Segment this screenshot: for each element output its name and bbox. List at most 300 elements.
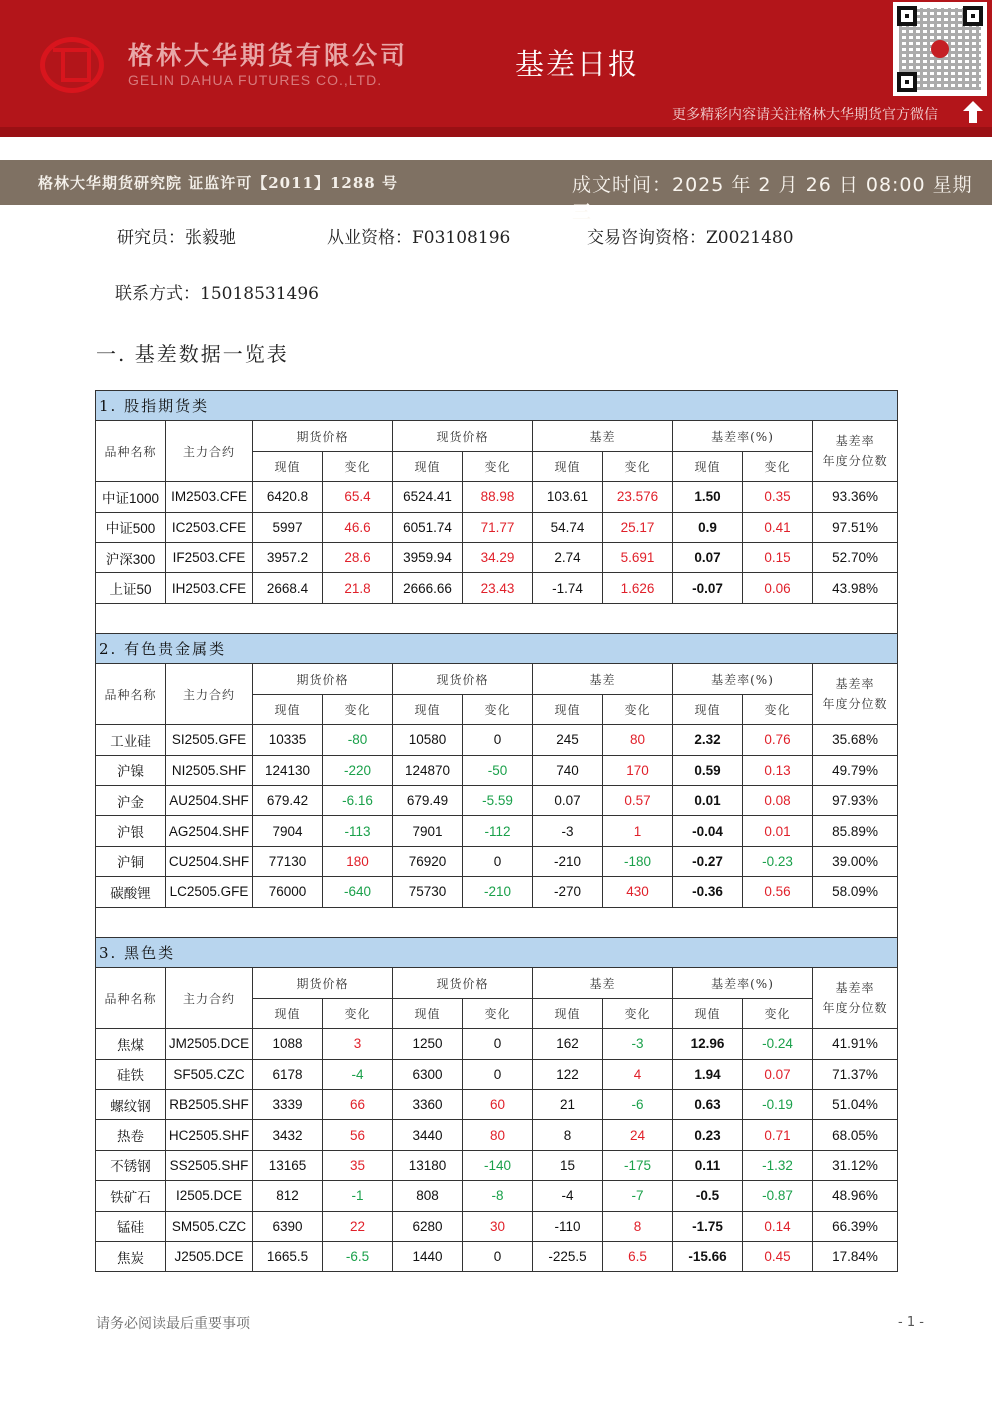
futures-price: 6178: [253, 1059, 323, 1089]
header-change: 变化: [603, 451, 673, 481]
table-row: [96, 512, 898, 542]
variety-name: 锰硅: [96, 1211, 166, 1241]
header-current: 现值: [673, 998, 743, 1028]
futures-change: -6.5: [323, 1241, 393, 1271]
practice-qualification: 从业资格：F03108196: [327, 228, 511, 248]
spot-change: 88.98: [463, 482, 533, 512]
futures-change: 28.6: [323, 542, 393, 572]
company-name-cn: 格林大华期货有限公司: [128, 41, 409, 70]
header-basis-rate: 基差率(%): [673, 968, 813, 998]
futures-change: 66: [323, 1089, 393, 1119]
table-header-row: [96, 664, 898, 694]
basis-rate: -0.36: [673, 877, 743, 907]
futures-price: 13165: [253, 1150, 323, 1180]
futures-change: 65.4: [323, 482, 393, 512]
futures-change: 3: [323, 1029, 393, 1059]
basis-value: 245: [533, 725, 603, 755]
spot-price: 6280: [393, 1211, 463, 1241]
basis-value: -4: [533, 1181, 603, 1211]
spot-price: 808: [393, 1181, 463, 1211]
header-contract: 主力合约: [166, 421, 253, 482]
basis-value: 103.61: [533, 482, 603, 512]
variety-name: 碳酸锂: [96, 877, 166, 907]
basis-value: 21: [533, 1089, 603, 1119]
header-pct-line2: 年度分位数: [822, 454, 888, 469]
header-spot-price: 现货价格: [393, 421, 533, 451]
header-futures-price: 期货价格: [253, 421, 393, 451]
basis-rate: -15.66: [673, 1241, 743, 1271]
basis-value: 740: [533, 755, 603, 785]
spot-change: 23.43: [463, 573, 533, 603]
spot-price: 6300: [393, 1059, 463, 1089]
contract-code: RB2505.SHF: [166, 1089, 253, 1119]
spot-change: 34.29: [463, 542, 533, 572]
header-variety: 品种名称: [96, 664, 166, 725]
basis-change: 24: [603, 1120, 673, 1150]
footer-notice: 请务必阅读最后重要事项: [96, 1316, 250, 1332]
table-header-row: [96, 968, 898, 998]
table-row: [96, 755, 898, 785]
header-contract: 主力合约: [166, 968, 253, 1029]
futures-price: 6390: [253, 1211, 323, 1241]
contact-info: 联系方式：15018531496: [115, 284, 319, 304]
futures-price: 10335: [253, 725, 323, 755]
basis-rate: -0.5: [673, 1181, 743, 1211]
variety-name: 中证1000: [96, 482, 166, 512]
table-row: [96, 1181, 898, 1211]
variety-name: 中证500: [96, 512, 166, 542]
table-row: [96, 1089, 898, 1119]
contract-code: LC2505.GFE: [166, 877, 253, 907]
basis-rate-percentile: 48.96%: [813, 1181, 898, 1211]
futures-price: 2668.4: [253, 573, 323, 603]
variety-name: 工业硅: [96, 725, 166, 755]
basis-rate: 1.50: [673, 482, 743, 512]
basis-value: 15: [533, 1150, 603, 1180]
basis-change: 4: [603, 1059, 673, 1089]
futures-price: 7904: [253, 816, 323, 846]
basis-change: -7: [603, 1181, 673, 1211]
consult-qualification: 交易咨询资格：Z0021480: [587, 228, 794, 248]
basis-rate-percentile: 97.51%: [813, 512, 898, 542]
category-row: [96, 634, 898, 664]
table-header-row: [96, 421, 898, 451]
header-pct-line1: 基差率: [835, 677, 875, 692]
basis-value: -225.5: [533, 1241, 603, 1271]
spot-change: -112: [463, 816, 533, 846]
header-change: 变化: [463, 998, 533, 1028]
follow-wechat-text: 更多精彩内容请关注格林大华期货官方微信: [672, 107, 938, 123]
header-shadow: [0, 127, 992, 137]
basis-rate-change: 0.01: [743, 816, 813, 846]
basis-rate: 12.96: [673, 1029, 743, 1059]
header-change: 变化: [743, 998, 813, 1028]
futures-change: -4: [323, 1059, 393, 1089]
header-current: 现值: [253, 451, 323, 481]
contract-code: SF505.CZC: [166, 1059, 253, 1089]
table-row: [96, 785, 898, 815]
basis-table-ferrous: [95, 937, 898, 1272]
basis-rate: 0.23: [673, 1120, 743, 1150]
contract-code: IF2503.CFE: [166, 542, 253, 572]
table-row: [96, 1150, 898, 1180]
futures-price: 812: [253, 1181, 323, 1211]
spacer-row: [96, 907, 898, 937]
variety-name: 铁矿石: [96, 1181, 166, 1211]
futures-change: -220: [323, 755, 393, 785]
table-row: [96, 573, 898, 603]
contract-code: I2505.DCE: [166, 1181, 253, 1211]
header-basis-rate-percentile: [813, 421, 898, 482]
header-current: 现值: [393, 451, 463, 481]
up-arrow-icon: [962, 100, 984, 124]
spot-change: 0: [463, 1059, 533, 1089]
spot-price: 75730: [393, 877, 463, 907]
header-current: 现值: [393, 694, 463, 724]
futures-change: -113: [323, 816, 393, 846]
basis-table-index-futures: [95, 390, 898, 634]
spot-price: 10580: [393, 725, 463, 755]
contract-code: CU2504.SHF: [166, 846, 253, 876]
basis-rate: -0.04: [673, 816, 743, 846]
futures-price: 124130: [253, 755, 323, 785]
table-row: [96, 877, 898, 907]
spot-price: 124870: [393, 755, 463, 785]
futures-price: 3432: [253, 1120, 323, 1150]
basis-rate: 0.9: [673, 512, 743, 542]
basis-rate: 0.07: [673, 542, 743, 572]
basis-value: -210: [533, 846, 603, 876]
basis-value: 2.74: [533, 542, 603, 572]
category-title: 1. 股指期货类: [96, 391, 898, 421]
futures-change: -640: [323, 877, 393, 907]
spot-price: 1440: [393, 1241, 463, 1271]
contract-code: NI2505.SHF: [166, 755, 253, 785]
table-row: [96, 816, 898, 846]
basis-rate-change: -1.32: [743, 1150, 813, 1180]
contract-code: JM2505.DCE: [166, 1029, 253, 1059]
basis-rate-change: 0.06: [743, 573, 813, 603]
spacer-cell: [96, 603, 898, 633]
header-futures-price: 期货价格: [253, 968, 393, 998]
variety-name: 热卷: [96, 1120, 166, 1150]
basis-change: 23.576: [603, 482, 673, 512]
spot-change: 0: [463, 1241, 533, 1271]
basis-change: 8: [603, 1211, 673, 1241]
basis-value: 0.07: [533, 785, 603, 815]
futures-price: 76000: [253, 877, 323, 907]
basis-change: -6: [603, 1089, 673, 1119]
futures-change: 180: [323, 846, 393, 876]
header-variety: 品种名称: [96, 968, 166, 1029]
company-name-en: GELIN DAHUA FUTURES CO.,LTD.: [128, 72, 383, 88]
basis-rate-percentile: 71.37%: [813, 1059, 898, 1089]
table-row: [96, 1211, 898, 1241]
basis-rate-percentile: 51.04%: [813, 1089, 898, 1119]
spot-change: 30: [463, 1211, 533, 1241]
basis-value: -270: [533, 877, 603, 907]
table-row: [96, 725, 898, 755]
table-row: [96, 1120, 898, 1150]
spot-price: 679.49: [393, 785, 463, 815]
spot-price: 3360: [393, 1089, 463, 1119]
spot-change: 0: [463, 846, 533, 876]
spacer-row: [96, 603, 898, 633]
spot-change: 0: [463, 1029, 533, 1059]
basis-rate-percentile: 49.79%: [813, 755, 898, 785]
basis-rate-change: 0.71: [743, 1120, 813, 1150]
contract-code: J2505.DCE: [166, 1241, 253, 1271]
header-spot-price: 现货价格: [393, 968, 533, 998]
basis-rate-percentile: 31.12%: [813, 1150, 898, 1180]
spot-price: 1250: [393, 1029, 463, 1059]
header-change: 变化: [603, 998, 673, 1028]
futures-price: 1665.5: [253, 1241, 323, 1271]
spot-change: -50: [463, 755, 533, 785]
header-basis: 基差: [533, 968, 673, 998]
futures-change: 56: [323, 1120, 393, 1150]
header-contract: 主力合约: [166, 664, 253, 725]
variety-name: 硅铁: [96, 1059, 166, 1089]
category-row: [96, 938, 898, 968]
variety-name: 沪金: [96, 785, 166, 815]
header-change: 变化: [743, 694, 813, 724]
basis-rate-change: 0.15: [743, 542, 813, 572]
variety-name: 沪银: [96, 816, 166, 846]
header-basis: 基差: [533, 664, 673, 694]
variety-name: 焦煤: [96, 1029, 166, 1059]
basis-change: 1: [603, 816, 673, 846]
basis-change: -3: [603, 1029, 673, 1059]
header-current: 现值: [253, 694, 323, 724]
variety-name: 沪铜: [96, 846, 166, 876]
header-variety: 品种名称: [96, 421, 166, 482]
spot-change: -5.59: [463, 785, 533, 815]
basis-change: -175: [603, 1150, 673, 1180]
header-change: 变化: [323, 998, 393, 1028]
spot-price: 3959.94: [393, 542, 463, 572]
table-row: [96, 542, 898, 572]
basis-change: 1.626: [603, 573, 673, 603]
futures-change: -6.16: [323, 785, 393, 815]
basis-rate-percentile: 35.68%: [813, 725, 898, 755]
futures-price: 1088: [253, 1029, 323, 1059]
basis-rate-percentile: 39.00%: [813, 846, 898, 876]
table-row: [96, 1029, 898, 1059]
spot-change: -210: [463, 877, 533, 907]
basis-rate-change: 0.08: [743, 785, 813, 815]
category-title: 2. 有色贵金属类: [96, 634, 898, 664]
futures-price: 679.42: [253, 785, 323, 815]
spot-change: 71.77: [463, 512, 533, 542]
basis-rate-change: 0.14: [743, 1211, 813, 1241]
header-current: 现值: [673, 451, 743, 481]
header-current: 现值: [533, 694, 603, 724]
variety-name: 沪镍: [96, 755, 166, 785]
basis-rate-change: -0.19: [743, 1089, 813, 1119]
report-datetime: 成文时间：2025 年 2 月 26 日 08:00 星期三: [572, 174, 973, 223]
basis-rate-percentile: 68.05%: [813, 1120, 898, 1150]
spot-change: -8: [463, 1181, 533, 1211]
basis-rate: 0.63: [673, 1089, 743, 1119]
basis-value: 8: [533, 1120, 603, 1150]
header-pct-line2: 年度分位数: [822, 1001, 888, 1016]
basis-rate-change: -0.87: [743, 1181, 813, 1211]
futures-change: 21.8: [323, 573, 393, 603]
spacer-cell: [96, 907, 898, 937]
spot-price: 6524.41: [393, 482, 463, 512]
basis-rate: 2.32: [673, 725, 743, 755]
header-basis-rate-percentile: [813, 968, 898, 1029]
basis-value: -110: [533, 1211, 603, 1241]
table-row: [96, 1059, 898, 1089]
basis-change: 0.57: [603, 785, 673, 815]
basis-value: 162: [533, 1029, 603, 1059]
basis-rate: 0.01: [673, 785, 743, 815]
header-current: 现值: [253, 998, 323, 1028]
institute-license: 格林大华期货研究院 证监许可【2011】1288 号: [38, 174, 398, 192]
basis-value: 122: [533, 1059, 603, 1089]
header-pct-line2: 年度分位数: [822, 697, 888, 712]
basis-rate-change: 0.13: [743, 755, 813, 785]
basis-rate: -0.07: [673, 573, 743, 603]
basis-rate: 0.11: [673, 1150, 743, 1180]
basis-rate-percentile: 93.36%: [813, 482, 898, 512]
basis-rate-percentile: 41.91%: [813, 1029, 898, 1059]
spot-price: 6051.74: [393, 512, 463, 542]
table-row: [96, 1241, 898, 1271]
basis-value: 54.74: [533, 512, 603, 542]
futures-change: 46.6: [323, 512, 393, 542]
contract-code: IM2503.CFE: [166, 482, 253, 512]
spot-price: 76920: [393, 846, 463, 876]
spot-change: -140: [463, 1150, 533, 1180]
spot-price: 3440: [393, 1120, 463, 1150]
header-change: 变化: [743, 451, 813, 481]
contract-code: AU2504.SHF: [166, 785, 253, 815]
basis-change: 25.17: [603, 512, 673, 542]
variety-name: 上证50: [96, 573, 166, 603]
futures-price: 3339: [253, 1089, 323, 1119]
futures-price: 5997: [253, 512, 323, 542]
spot-price: 7901: [393, 816, 463, 846]
spot-price: 2666.66: [393, 573, 463, 603]
variety-name: 螺纹钢: [96, 1089, 166, 1119]
header-change: 变化: [463, 451, 533, 481]
header-change: 变化: [323, 451, 393, 481]
qr-code-icon: [893, 2, 987, 96]
basis-rate-change: 0.07: [743, 1059, 813, 1089]
contract-code: HC2505.SHF: [166, 1120, 253, 1150]
category-title: 3. 黑色类: [96, 938, 898, 968]
category-row: [96, 391, 898, 421]
header-change: 变化: [323, 694, 393, 724]
futures-change: 22: [323, 1211, 393, 1241]
header-pct-line1: 基差率: [835, 434, 875, 449]
contract-code: IC2503.CFE: [166, 512, 253, 542]
company-logo-icon: [40, 37, 104, 93]
basis-change: 170: [603, 755, 673, 785]
basis-table-nonferrous-metals: [95, 633, 898, 938]
header-change: 变化: [603, 694, 673, 724]
basis-rate-change: 0.56: [743, 877, 813, 907]
header-change: 变化: [463, 694, 533, 724]
basis-change: 430: [603, 877, 673, 907]
researcher-name: 研究员：张毅驰: [117, 228, 236, 248]
basis-value: -1.74: [533, 573, 603, 603]
basis-rate-change: 0.41: [743, 512, 813, 542]
contract-code: IH2503.CFE: [166, 573, 253, 603]
basis-rate-percentile: 97.93%: [813, 785, 898, 815]
spot-change: 80: [463, 1120, 533, 1150]
basis-rate-percentile: 58.09%: [813, 877, 898, 907]
header-current: 现值: [533, 998, 603, 1028]
basis-rate-change: -0.24: [743, 1029, 813, 1059]
basis-rate: 0.59: [673, 755, 743, 785]
basis-rate-change: 0.35: [743, 482, 813, 512]
futures-price: 6420.8: [253, 482, 323, 512]
futures-price: 3957.2: [253, 542, 323, 572]
variety-name: 焦炭: [96, 1241, 166, 1271]
header-pct-line1: 基差率: [835, 981, 875, 996]
basis-rate: -1.75: [673, 1211, 743, 1241]
basis-rate: 1.94: [673, 1059, 743, 1089]
section-title: 一. 基差数据一览表: [96, 342, 289, 366]
futures-change: -1: [323, 1181, 393, 1211]
page-number: - 1 -: [898, 1315, 924, 1330]
table-row: [96, 846, 898, 876]
contract-code: SI2505.GFE: [166, 725, 253, 755]
header-current: 现值: [533, 451, 603, 481]
header-current: 现值: [393, 998, 463, 1028]
variety-name: 沪深300: [96, 542, 166, 572]
basis-change: 80: [603, 725, 673, 755]
report-title: 基差日报: [515, 47, 640, 81]
header-futures-price: 期货价格: [253, 664, 393, 694]
basis-rate-percentile: 66.39%: [813, 1211, 898, 1241]
header-basis-rate-percentile: [813, 664, 898, 725]
basis-rate-percentile: 85.89%: [813, 816, 898, 846]
basis-rate-change: 0.45: [743, 1241, 813, 1271]
header-basis: 基差: [533, 421, 673, 451]
contract-code: AG2504.SHF: [166, 816, 253, 846]
spot-price: 13180: [393, 1150, 463, 1180]
header-basis-rate: 基差率(%): [673, 664, 813, 694]
basis-rate-change: -0.23: [743, 846, 813, 876]
futures-change: 35: [323, 1150, 393, 1180]
header-spot-price: 现货价格: [393, 664, 533, 694]
basis-rate-percentile: 17.84%: [813, 1241, 898, 1271]
contract-code: SS2505.SHF: [166, 1150, 253, 1180]
basis-rate-percentile: 43.98%: [813, 573, 898, 603]
basis-rate-change: 0.76: [743, 725, 813, 755]
header-basis-rate: 基差率(%): [673, 421, 813, 451]
basis-change: 6.5: [603, 1241, 673, 1271]
basis-rate: -0.27: [673, 846, 743, 876]
basis-value: -3: [533, 816, 603, 846]
table-row: [96, 482, 898, 512]
spot-change: 60: [463, 1089, 533, 1119]
basis-change: 5.691: [603, 542, 673, 572]
futures-price: 77130: [253, 846, 323, 876]
futures-change: -80: [323, 725, 393, 755]
spot-change: 0: [463, 725, 533, 755]
contract-code: SM505.CZC: [166, 1211, 253, 1241]
variety-name: 不锈钢: [96, 1150, 166, 1180]
basis-change: -180: [603, 846, 673, 876]
header-current: 现值: [673, 694, 743, 724]
basis-rate-percentile: 52.70%: [813, 542, 898, 572]
